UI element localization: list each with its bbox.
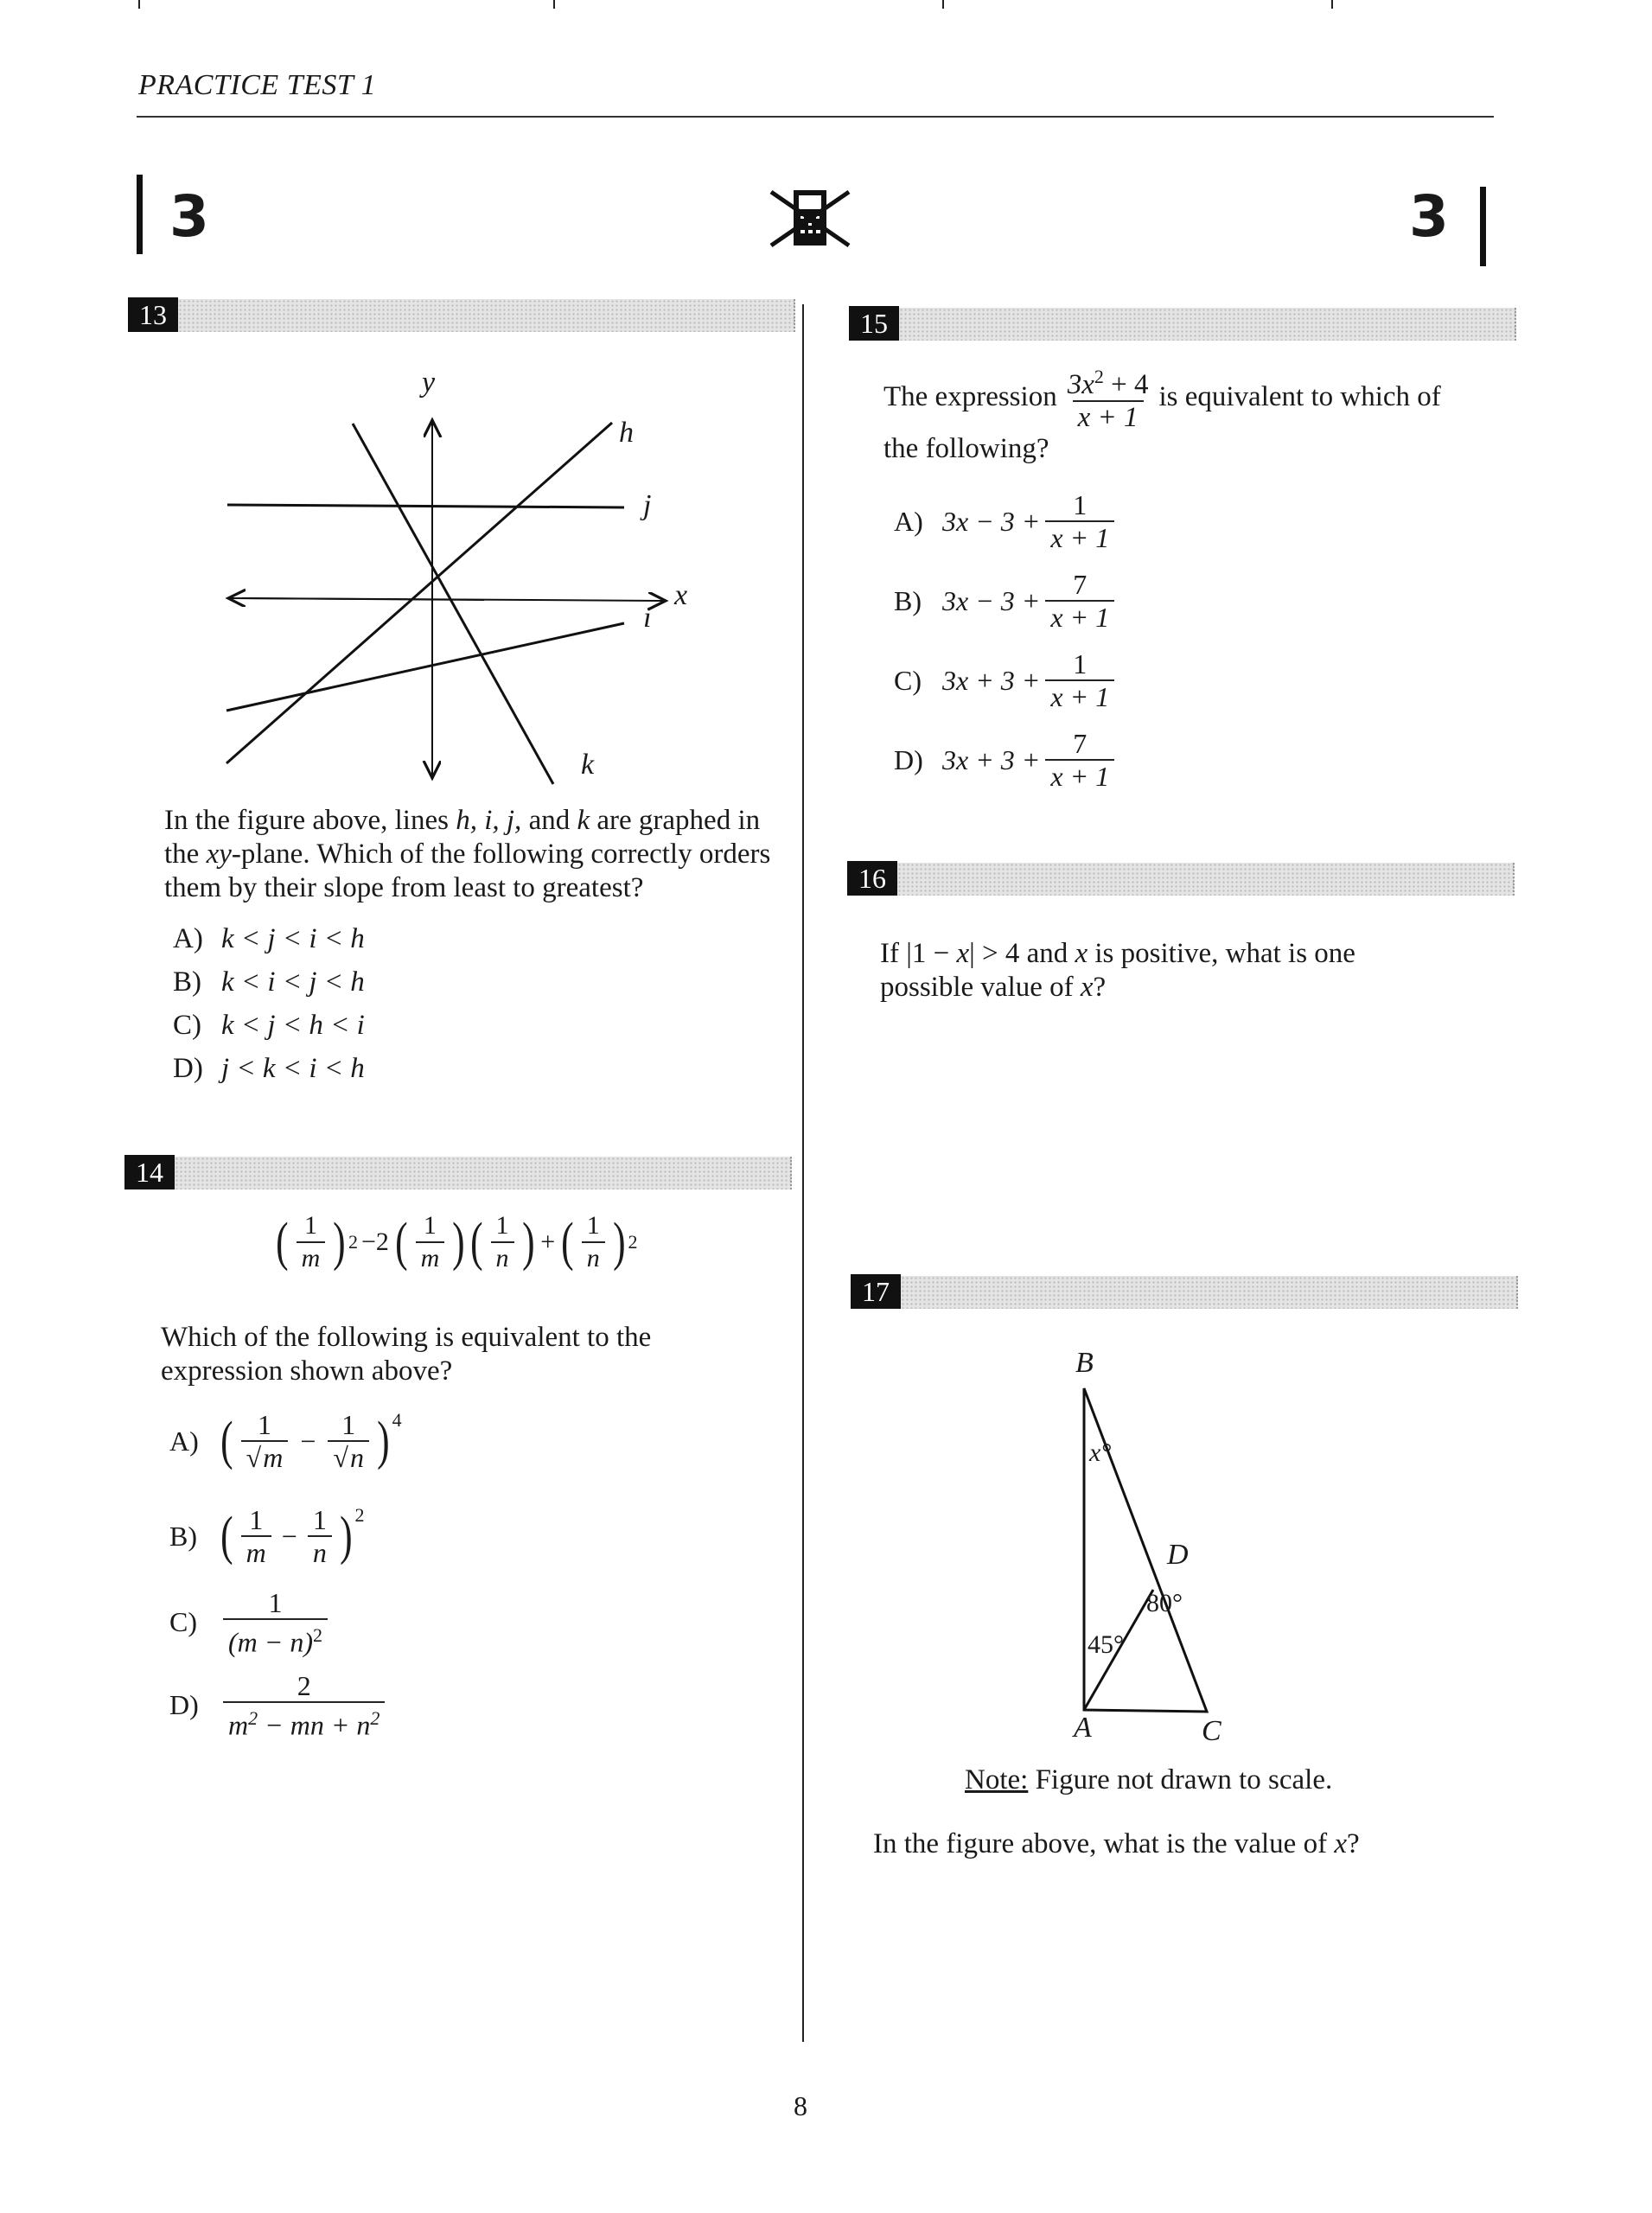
math-text: + 4 [1103, 369, 1149, 400]
line-j-label: j [643, 489, 652, 521]
math-text: 3x + 3 + [942, 743, 1041, 775]
q13-option-a[interactable] [173, 923, 365, 955]
math-text: (m − n) [228, 1626, 314, 1658]
question-header-13 [128, 297, 795, 337]
line-h [226, 423, 612, 763]
q15-stem-line2: the following? [883, 433, 1049, 464]
question-band [899, 308, 1516, 341]
math-text: | > 4 and [969, 938, 1075, 969]
section-bar-right [1480, 187, 1486, 266]
q15-option-b[interactable] [894, 569, 1119, 633]
math-text: − mn + n [258, 1709, 371, 1741]
question-number: 13 [128, 297, 178, 332]
math-text: ? [1093, 972, 1107, 1003]
math-text: D) [169, 1689, 199, 1721]
math-text: 2 [248, 1707, 258, 1729]
math-text: C) [173, 1010, 201, 1041]
math-text: − [281, 1520, 297, 1552]
no-calculator-icon [768, 188, 854, 251]
math-text: 2 [297, 1670, 311, 1701]
scan-tick [553, 0, 555, 9]
q14-option-c[interactable] [169, 1587, 333, 1658]
math-text: Figure not drawn to scale. [1028, 1764, 1333, 1795]
parenthesis: ( [220, 1506, 233, 1566]
math-text: h, i, j, [456, 805, 522, 836]
math-text: n [349, 1442, 364, 1473]
math-text: x + 1 [1045, 600, 1114, 633]
math-text: D) [173, 1053, 203, 1084]
parenthesis: ) [333, 1212, 346, 1272]
q14-option-d[interactable] [169, 1670, 390, 1741]
fraction [241, 1504, 271, 1568]
math-text: 1 [312, 1504, 327, 1535]
vertex-c-label: C [1202, 1715, 1221, 1747]
math-text: is positive, what is one [1088, 938, 1355, 969]
fraction [297, 1210, 326, 1274]
math-text: m [416, 1241, 445, 1274]
math-text: m [263, 1442, 284, 1473]
q14-expression [273, 1210, 637, 1274]
math-text: x [1080, 972, 1094, 1003]
q14-option-b[interactable] [169, 1504, 364, 1568]
q13-stem [164, 804, 795, 905]
math-text: xy [206, 839, 232, 870]
line-k [353, 424, 553, 784]
math-text: 3x − 3 + [942, 505, 1041, 537]
fraction [416, 1210, 445, 1274]
y-axis-label: y [422, 367, 436, 399]
math-text: 1 [423, 1211, 437, 1240]
math-text: The expression [883, 381, 1057, 412]
math-text: -plane. Which of the following correctly orders them by their slope from least to greatest? [164, 839, 771, 903]
math-text: are graphed in the [164, 805, 761, 870]
math-text: n [582, 1241, 605, 1274]
section-bar-left [137, 175, 143, 254]
math-text: − [300, 1425, 316, 1457]
math-text: x [1334, 1828, 1347, 1859]
fraction [308, 1504, 332, 1568]
q16-stem [880, 937, 1520, 1004]
math-text: 2 [354, 1504, 365, 1526]
fraction [1045, 728, 1114, 792]
question-number: 14 [124, 1155, 175, 1189]
math-text: 3x − 3 + [942, 584, 1041, 616]
question-number: 17 [851, 1274, 901, 1309]
math-text: 2 [1094, 366, 1104, 387]
math-text: √ [333, 1442, 348, 1473]
line-j [227, 505, 624, 507]
math-text: If |1 − [880, 938, 957, 969]
math-text: m [228, 1709, 249, 1741]
section-number-right: 3 [1409, 183, 1449, 250]
fraction [1045, 648, 1114, 712]
fraction [1045, 489, 1114, 553]
fraction [1062, 361, 1154, 433]
question-band [897, 863, 1515, 896]
math-text: possible value of [880, 972, 1081, 1003]
q14-option-a[interactable] [169, 1409, 402, 1473]
header-divider [137, 116, 1494, 118]
math-text: 4 [392, 1409, 402, 1431]
q13-line-graph [225, 367, 709, 787]
fraction [241, 1409, 289, 1473]
math-text: is equivalent to which of [1158, 381, 1441, 412]
math-text: 1 [495, 1211, 509, 1240]
line-i [226, 623, 624, 711]
math-text: k < i < j < h [221, 966, 365, 998]
math-text: 1 [1073, 489, 1088, 520]
parenthesis: ( [395, 1212, 408, 1272]
fraction [582, 1210, 605, 1274]
math-text: x [956, 938, 970, 969]
math-text: j < k < i < h [221, 1053, 365, 1084]
parenthesis: ) [521, 1212, 535, 1272]
scan-tick [138, 0, 140, 9]
math-text: x + 1 [1045, 759, 1114, 792]
fraction [223, 1587, 328, 1658]
math-text: Note: [965, 1764, 1029, 1795]
math-text: 1 [249, 1504, 264, 1535]
q15-stem [883, 361, 1441, 433]
math-text: C) [169, 1606, 197, 1638]
math-text: C) [894, 664, 922, 696]
q15-option-c[interactable] [894, 648, 1119, 712]
math-text: n [308, 1535, 332, 1568]
math-text: −2 [360, 1228, 389, 1256]
vertex-a-label: A [1074, 1712, 1092, 1744]
math-text: m [241, 1535, 271, 1568]
q15-option-d[interactable] [894, 728, 1119, 792]
question-band [175, 1157, 792, 1189]
math-text: 7 [1073, 728, 1088, 759]
section-number-left: 3 [169, 183, 209, 250]
parenthesis: ) [377, 1411, 390, 1470]
math-text: B) [894, 584, 922, 616]
angle-d-label: 80° [1146, 1589, 1183, 1617]
question-number: 16 [847, 861, 897, 896]
question-number: 15 [849, 306, 899, 341]
math-text: 2 [370, 1707, 380, 1729]
fraction [223, 1670, 385, 1741]
math-text: In the figure above, what is the value of [873, 1828, 1335, 1859]
math-text: k < j < i < h [221, 923, 365, 954]
parenthesis: ) [452, 1212, 465, 1272]
math-text: B) [169, 1520, 197, 1552]
fraction [328, 1409, 369, 1473]
vertex-d-label: D [1167, 1539, 1189, 1571]
scan-tick [1331, 0, 1333, 9]
page-header-title: PRACTICE TEST 1 [138, 69, 377, 101]
x-axis-left [228, 598, 484, 600]
math-text: In the figure above, lines [164, 805, 456, 836]
math-text: 2 [348, 1231, 358, 1253]
math-text: and [521, 805, 577, 836]
line-i-label: i [643, 602, 652, 634]
q13-option-b[interactable] [173, 966, 365, 998]
math-text: A) [894, 505, 923, 537]
question-band [178, 299, 795, 332]
q13-option-d[interactable] [173, 1053, 365, 1085]
math-text: m [297, 1241, 326, 1274]
parenthesis: ( [220, 1411, 233, 1470]
page-number: 8 [794, 2090, 807, 2121]
angle-a-label: 45° [1088, 1630, 1124, 1659]
parenthesis: ( [276, 1212, 289, 1272]
math-text: A) [173, 923, 203, 954]
math-text: 1 [586, 1211, 600, 1240]
parenthesis: ) [612, 1212, 626, 1272]
math-text: 3x [1067, 369, 1094, 400]
question-header-16 [847, 861, 1515, 901]
parenthesis: ( [561, 1212, 574, 1272]
math-text: k [577, 805, 590, 836]
math-text: D) [894, 743, 923, 775]
x-axis-label: x [674, 579, 688, 611]
parenthesis: ( [469, 1212, 483, 1272]
vertex-b-label: B [1075, 1347, 1094, 1379]
q17-note [965, 1763, 1332, 1797]
math-text: 2 [628, 1231, 638, 1253]
question-header-14 [124, 1155, 792, 1195]
math-text: 1 [257, 1409, 271, 1440]
math-text: x + 1 [1073, 400, 1144, 433]
line-h-label: h [619, 417, 634, 449]
math-text: 3x + 3 + [942, 664, 1041, 696]
math-text: x + 1 [1045, 679, 1114, 712]
angle-b-label: x° [1089, 1438, 1112, 1467]
question-band [901, 1276, 1518, 1309]
math-text: x [1075, 938, 1088, 969]
q17-triangle-figure [1055, 1349, 1349, 1746]
parenthesis: ) [339, 1506, 353, 1566]
math-text: 1 [303, 1211, 317, 1240]
q17-stem [873, 1827, 1360, 1861]
q14-stem: Which of the following is equivalent to the expression shown above? [161, 1322, 652, 1387]
math-text: 2 [313, 1624, 323, 1646]
math-text: x + 1 [1045, 520, 1114, 553]
q13-option-c[interactable] [173, 1010, 365, 1042]
math-text: k < j < h < i [221, 1010, 365, 1041]
question-header-15 [849, 306, 1516, 346]
math-text: 1 [341, 1409, 356, 1440]
math-text: n [491, 1241, 514, 1274]
math-text: + [540, 1228, 556, 1256]
question-header-17 [851, 1274, 1518, 1314]
math-text: ? [1346, 1828, 1360, 1859]
math-text: 1 [268, 1587, 283, 1618]
math-text: 7 [1073, 569, 1088, 600]
math-text: A) [169, 1425, 199, 1457]
math-text: 1 [1073, 648, 1088, 679]
scan-tick [942, 0, 944, 9]
line-k-label: k [581, 749, 595, 781]
fraction [1045, 569, 1114, 633]
q15-option-a[interactable] [894, 489, 1119, 553]
math-text: B) [173, 966, 201, 998]
column-divider [802, 304, 804, 2042]
fraction [491, 1210, 514, 1274]
math-text: √ [246, 1442, 262, 1473]
